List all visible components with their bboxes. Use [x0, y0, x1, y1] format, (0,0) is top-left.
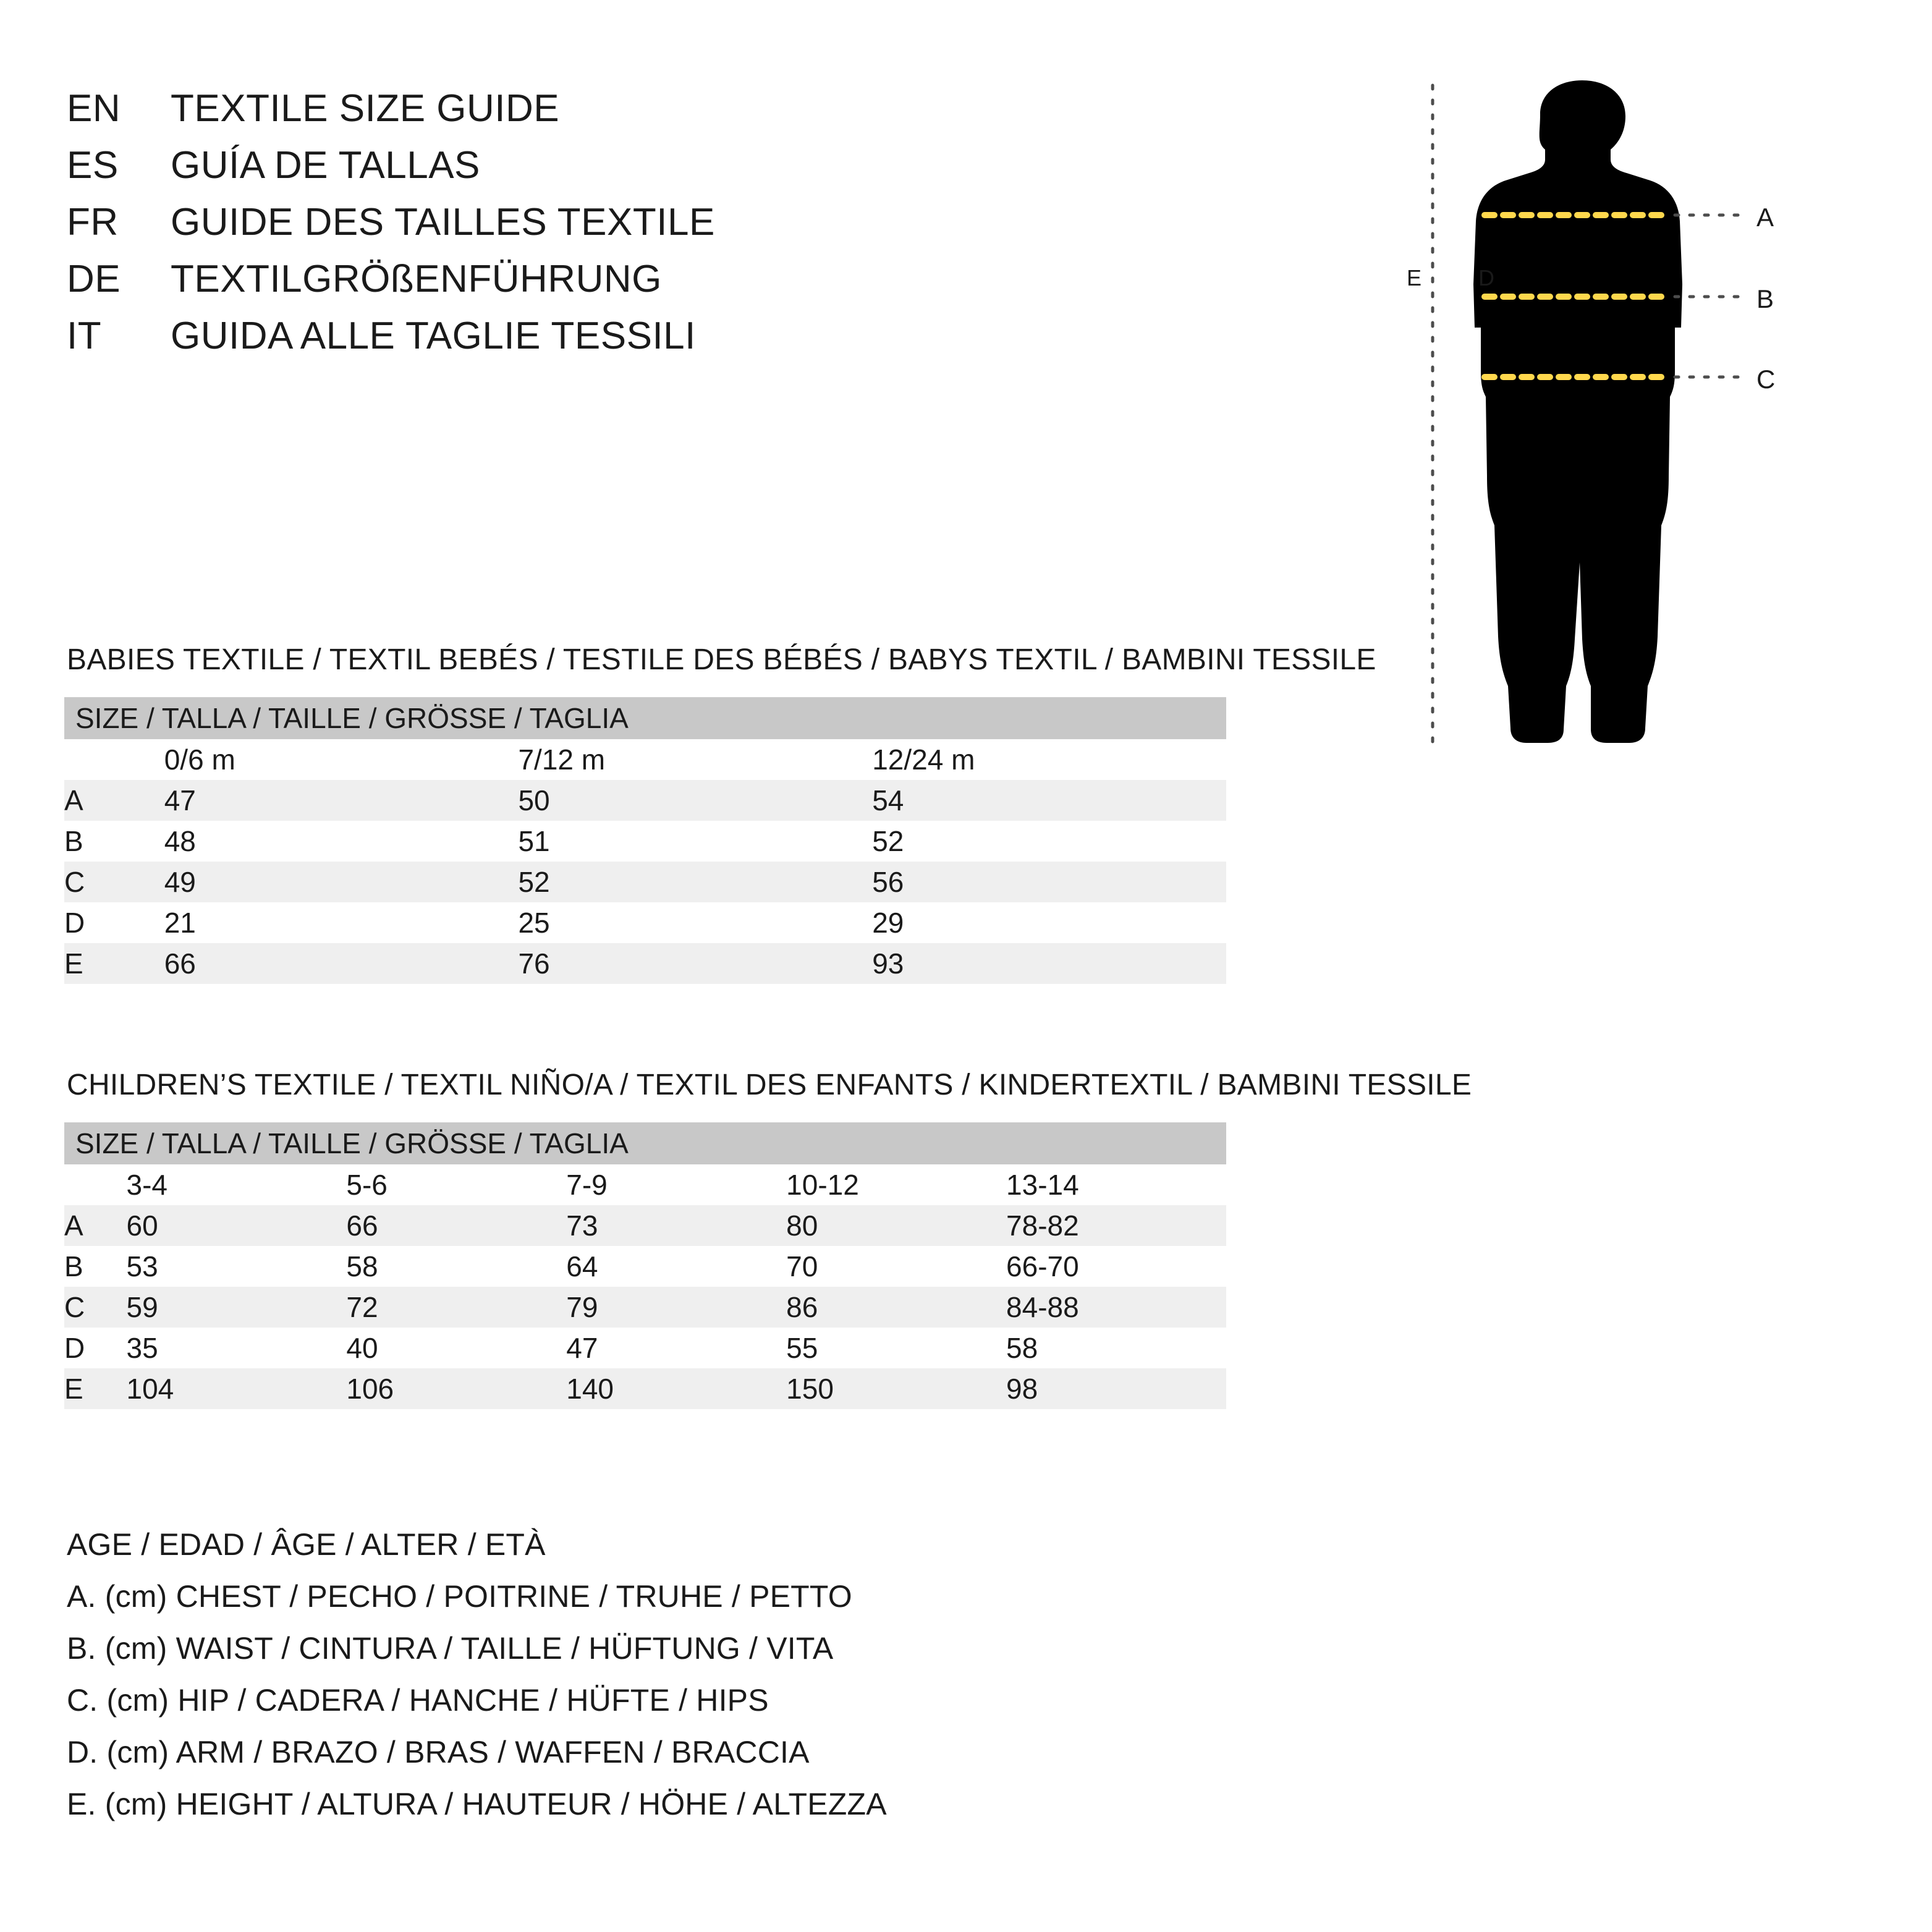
- cell-e-2: 140: [566, 1368, 786, 1409]
- cell-b-2: 52: [872, 821, 1226, 862]
- babies-col-0: 0/6 m: [164, 739, 519, 780]
- language-header: [67, 87, 1241, 371]
- cell-a-2: 54: [872, 780, 1226, 821]
- children-col-1: 5-6: [346, 1164, 566, 1205]
- cell-d-0: 21: [164, 902, 519, 943]
- legend-item-a: A. (cm) CHEST / PECHO / POITRINE / TRUHE / PETTO: [67, 1579, 852, 1614]
- babies-band-label: SIZE / TALLA / TAILLE / GRÖSSE / TAGLIA: [64, 697, 1226, 739]
- children-col-4: 13-14: [1006, 1164, 1226, 1205]
- language-text-de: TEXTILGRÖßENFÜHRUNG: [171, 258, 662, 300]
- cell-e-4: 98: [1006, 1368, 1226, 1409]
- language-text-it: GUIDA ALLE TAGLIE TESSILI: [171, 315, 696, 357]
- cell-c-3: 86: [786, 1287, 1006, 1328]
- figure-label-b: B: [1756, 284, 1774, 313]
- language-row-fr: [67, 200, 1241, 257]
- language-row-it: [67, 314, 1241, 371]
- cell-e-0: 66: [164, 943, 519, 984]
- child-silhouette: [1473, 80, 1682, 743]
- cell-c-2: 79: [566, 1287, 786, 1328]
- row-label-c: C: [64, 1287, 126, 1328]
- language-code-fr: FR: [67, 201, 119, 244]
- language-text-es: GUÍA DE TALLAS: [171, 144, 480, 187]
- cell-c-4: 84-88: [1006, 1287, 1226, 1328]
- cell-e-0: 104: [126, 1368, 346, 1409]
- figure-label-a: A: [1756, 203, 1774, 232]
- cell-b-4: 66-70: [1006, 1246, 1226, 1287]
- cell-e-1: 76: [518, 943, 872, 984]
- cell-d-0: 35: [126, 1328, 346, 1368]
- language-row-es: [67, 143, 1241, 200]
- table-header-band: [64, 697, 1226, 739]
- cell-d-2: 47: [566, 1328, 786, 1368]
- cell-d-4: 58: [1006, 1328, 1226, 1368]
- cell-d-3: 55: [786, 1328, 1006, 1368]
- legend-item-c: C. (cm) HIP / CADERA / HANCHE / HÜFTE / HIPS: [67, 1683, 769, 1718]
- table-row: [64, 902, 1226, 943]
- row-label-a: A: [64, 780, 164, 821]
- language-code-es: ES: [67, 144, 119, 187]
- row-label-e: E: [64, 943, 164, 984]
- cell-a-2: 73: [566, 1205, 786, 1246]
- measurement-figure: [1403, 80, 1891, 766]
- figure-label-d: D: [1478, 265, 1494, 290]
- cell-b-1: 58: [346, 1246, 566, 1287]
- language-code-en: EN: [67, 87, 121, 130]
- children-section-title: CHILDREN’S TEXTILE / TEXTIL NIÑO/A / TEXTIL DES ENFANTS / KINDERTEXTIL / BAMBINI TESSILE: [67, 1069, 1472, 1101]
- legend-item-d: D. (cm) ARM / BRAZO / BRAS / WAFFEN / BRACCIA: [67, 1735, 810, 1769]
- babies-col-2: 12/24 m: [872, 739, 1226, 780]
- row-label-d: D: [64, 902, 164, 943]
- cell-b-2: 64: [566, 1246, 786, 1287]
- measurement-legend: [67, 1527, 1303, 1838]
- table-row: [64, 943, 1226, 984]
- cell-c-1: 52: [518, 862, 872, 902]
- cell-c-0: 59: [126, 1287, 346, 1328]
- figure-label-e: E: [1406, 265, 1421, 290]
- children-column-headers: [64, 1164, 1226, 1205]
- cell-e-1: 106: [346, 1368, 566, 1409]
- legend-item-b: B. (cm) WAIST / CINTURA / TAILLE / HÜFTUNG / VITA: [67, 1631, 834, 1666]
- children-col-3: 10-12: [786, 1164, 1006, 1205]
- legend-item-e: E. (cm) HEIGHT / ALTURA / HAUTEUR / HÖHE / ALTEZZA: [67, 1787, 887, 1821]
- row-label-e: E: [64, 1368, 126, 1409]
- language-text-fr: GUIDE DES TAILLES TEXTILE: [171, 201, 715, 244]
- row-label-a: A: [64, 1205, 126, 1246]
- babies-column-headers: [64, 739, 1226, 780]
- language-code-it: IT: [67, 315, 102, 357]
- cell-b-0: 48: [164, 821, 519, 862]
- cell-b-0: 53: [126, 1246, 346, 1287]
- children-size-table: [64, 1122, 1226, 1409]
- spacer-cell: [64, 739, 164, 780]
- table-row: [64, 1328, 1226, 1368]
- cell-c-2: 56: [872, 862, 1226, 902]
- table-header-band: [64, 1122, 1226, 1164]
- cell-d-2: 29: [872, 902, 1226, 943]
- legend-item-age: AGE / EDAD / ÂGE / ALTER / ETÀ: [67, 1527, 546, 1562]
- figure-label-c: C: [1756, 365, 1776, 394]
- language-row-en: [67, 87, 1241, 143]
- cell-b-1: 51: [518, 821, 872, 862]
- cell-e-3: 150: [786, 1368, 1006, 1409]
- table-row: [64, 1205, 1226, 1246]
- cell-a-0: 60: [126, 1205, 346, 1246]
- spacer-cell: [64, 1164, 126, 1205]
- row-label-c: C: [64, 862, 164, 902]
- table-row: [64, 1368, 1226, 1409]
- language-text-en: TEXTILE SIZE GUIDE: [171, 87, 560, 130]
- babies-section-title: BABIES TEXTILE / TEXTIL BEBÉS / TESTILE DES BÉBÉS / BABYS TEXTIL / BAMBINI TESSILE: [67, 643, 1376, 676]
- children-col-2: 7-9: [566, 1164, 786, 1205]
- cell-a-4: 78-82: [1006, 1205, 1226, 1246]
- row-label-b: B: [64, 1246, 126, 1287]
- table-row: [64, 862, 1226, 902]
- children-band-label: SIZE / TALLA / TAILLE / GRÖSSE / TAGLIA: [64, 1122, 1226, 1164]
- cell-b-3: 70: [786, 1246, 1006, 1287]
- table-row: [64, 821, 1226, 862]
- cell-a-1: 50: [518, 780, 872, 821]
- row-label-b: B: [64, 821, 164, 862]
- row-label-d: D: [64, 1328, 126, 1368]
- table-row: [64, 1246, 1226, 1287]
- cell-c-1: 72: [346, 1287, 566, 1328]
- cell-a-1: 66: [346, 1205, 566, 1246]
- cell-c-0: 49: [164, 862, 519, 902]
- babies-size-table: [64, 697, 1226, 984]
- language-row-de: [67, 257, 1241, 314]
- babies-col-1: 7/12 m: [518, 739, 872, 780]
- cell-d-1: 25: [518, 902, 872, 943]
- children-col-0: 3-4: [126, 1164, 346, 1205]
- cell-e-2: 93: [872, 943, 1226, 984]
- cell-a-0: 47: [164, 780, 519, 821]
- language-code-de: DE: [67, 258, 121, 300]
- cell-a-3: 80: [786, 1205, 1006, 1246]
- table-row: [64, 1287, 1226, 1328]
- cell-d-1: 40: [346, 1328, 566, 1368]
- table-row: [64, 780, 1226, 821]
